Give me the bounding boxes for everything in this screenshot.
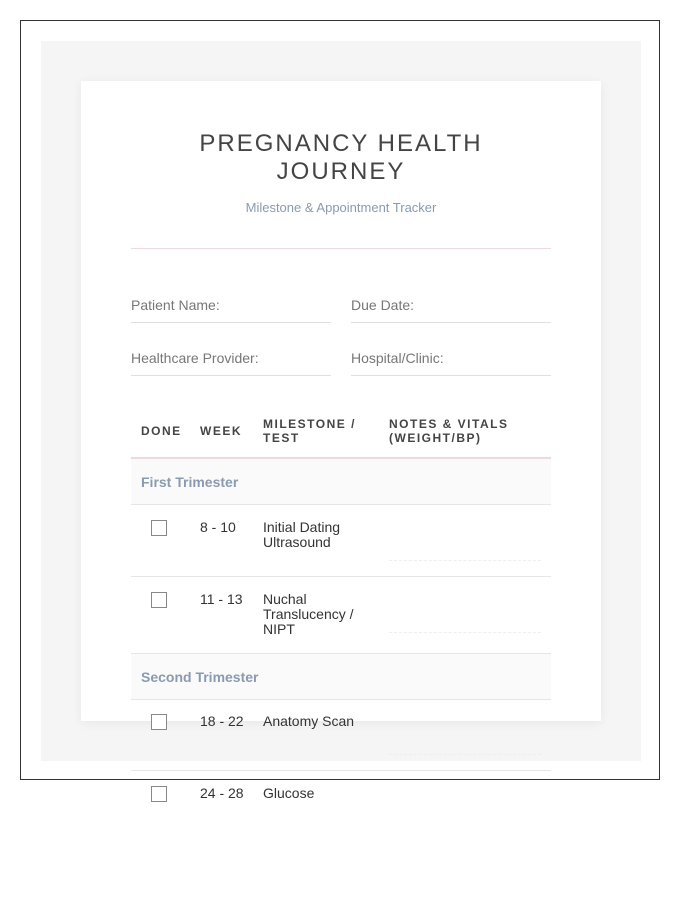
week-cell: 8 - 10 <box>200 519 236 535</box>
page-subtitle: Milestone & Appointment Tracker <box>245 200 437 215</box>
column-header-done: DONE <box>141 424 182 438</box>
done-checkbox[interactable] <box>151 520 167 536</box>
column-header-notes: NOTES & VITALS (WEIGHT/BP) <box>389 417 509 445</box>
notes-input[interactable] <box>389 754 541 755</box>
done-checkbox[interactable] <box>151 786 167 802</box>
hospital-clinic-field[interactable]: Hospital/Clinic: <box>351 349 551 376</box>
page-title: PREGNANCY HEALTH JOURNEY <box>199 130 483 185</box>
week-cell: 24 - 28 <box>200 785 244 801</box>
column-header-week: WEEK <box>200 424 242 438</box>
notes-input[interactable] <box>389 632 541 633</box>
trimester-label: First Trimester <box>141 474 239 490</box>
milestone-cell: Anatomy Scan <box>263 713 355 729</box>
milestone-cell: Glucose <box>263 785 315 801</box>
trimester-section-first <box>131 459 551 505</box>
column-header-milestone: MILESTONE / TEST <box>263 417 356 445</box>
row-divider <box>131 770 551 771</box>
row-divider <box>131 576 551 577</box>
milestone-cell: Nuchal Translucency / NIPT <box>263 591 354 637</box>
trimester-section-second <box>131 653 551 700</box>
notes-input[interactable] <box>389 560 541 561</box>
done-checkbox[interactable] <box>151 592 167 608</box>
done-checkbox[interactable] <box>151 714 167 730</box>
patient-name-field[interactable]: Patient Name: <box>131 296 331 323</box>
due-date-field[interactable]: Due Date: <box>351 296 551 323</box>
week-cell: 11 - 13 <box>200 591 243 607</box>
trimester-label: Second Trimester <box>141 669 259 685</box>
milestone-cell: Initial Dating Ultrasound <box>263 519 341 550</box>
week-cell: 18 - 22 <box>200 713 244 729</box>
healthcare-provider-field[interactable]: Healthcare Provider: <box>131 349 331 376</box>
